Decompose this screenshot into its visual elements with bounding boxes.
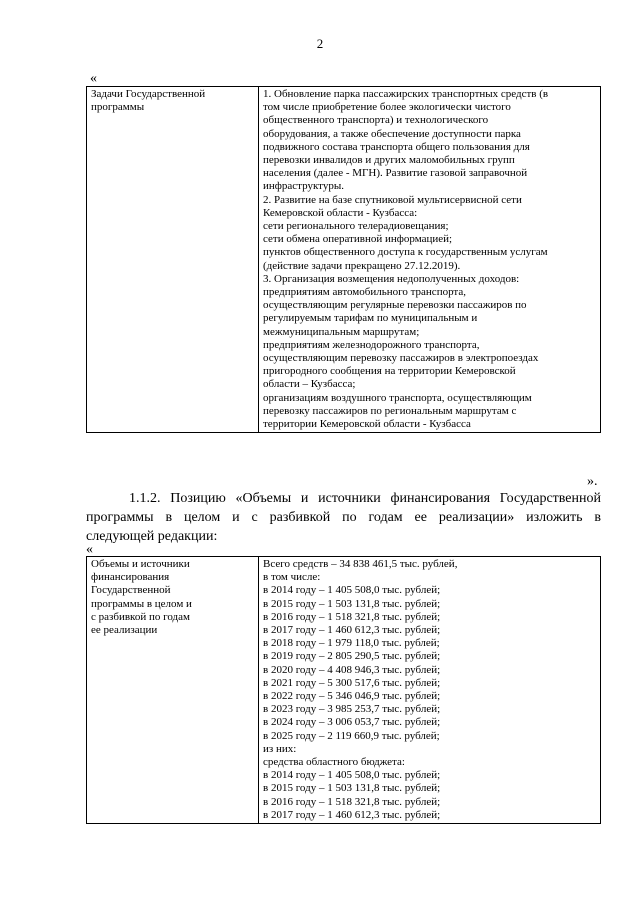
tasks-content-line: перевозку пассажиров по региональным маршрутам с: [263, 404, 517, 417]
tasks-content-line: общественного транспорта) и технологического: [263, 114, 489, 127]
financing-content-line: из них:: [263, 742, 297, 755]
financing-content-line: в 2017 году – 1 460 612,3 тыс. рублей;: [263, 624, 441, 637]
financing-content-line: средства областного бюджета:: [263, 756, 405, 769]
tasks-content-line: (действие задачи прекращено 27.12.2019).: [263, 259, 461, 272]
paragraph-line: 1.1.2. Позицию «Объемы и источники финансирования Государственной: [129, 491, 601, 506]
tasks-content-line: области – Кузбасса;: [263, 378, 356, 391]
tasks-content-line: сети обмена оперативной информацией;: [263, 233, 453, 246]
open-quote-2: «: [86, 542, 93, 557]
tasks-content-line: осуществляющим перевозку пассажиров в электропоездах: [263, 352, 539, 365]
financing-content-line: в 2018 году – 1 979 118,0 тыс. рублей;: [263, 637, 440, 650]
table-row: [87, 557, 601, 824]
tasks-content-cell: [259, 87, 601, 433]
financing-content-cell: [259, 557, 601, 824]
amendment-paragraph: [86, 489, 601, 546]
tasks-content-line: предприятиям железнодорожного транспорта,: [263, 338, 480, 351]
financing-label-line: Объемы и источники: [91, 558, 190, 570]
paragraph-line: следующей редакции:: [86, 529, 218, 544]
financing-label-line: финансирования: [91, 571, 170, 584]
financing-content-line: в 2015 году – 1 503 131,8 тыс. рублей;: [263, 597, 441, 610]
tasks-content-line: 1. Обновление парка пассажирских транспортных средств (в: [263, 88, 549, 100]
tasks-content-line: сети регионального телерадиовещания;: [263, 220, 449, 233]
tasks-content-line: инфраструктуры.: [263, 180, 344, 193]
financing-content-line: в 2024 году – 3 006 053,7 тыс. рублей;: [263, 716, 441, 729]
financing-content-line: Всего средств – 34 838 461,5 тыс. рублей,: [263, 558, 458, 570]
tasks-content-line: Кемеровской области - Кузбасса:: [263, 206, 418, 219]
financing-content-line: в 2016 году – 1 518 321,8 тыс. рублей;: [263, 795, 441, 808]
tasks-content-line: 2. Развитие на базе спутниковой мультисервисной сети: [263, 193, 522, 206]
tasks-content-line: том числе приобретение более экологически чистого: [263, 101, 511, 114]
financing-content-line: в том числе:: [263, 571, 321, 584]
financing-content-line: в 2014 году – 1 405 508,0 тыс. рублей;: [263, 769, 441, 782]
tasks-content-line: перевозки инвалидов и других маломобильных групп: [263, 154, 515, 167]
tasks-content-line: осуществляющим регулярные перевозки пассажиров по: [263, 299, 527, 312]
tasks-content-line: территории Кемеровской области - Кузбасса: [263, 418, 471, 431]
financing-content-line: в 2019 году – 2 805 290,5 тыс. рублей;: [263, 650, 441, 663]
tasks-content-line: оборудования, а также обеспечение доступности парка: [263, 127, 521, 140]
tasks-content-line: межмуниципальным маршрутам;: [263, 325, 420, 338]
tasks-content-line: населения (далее - МГН). Развитие газовой заправочной: [263, 167, 528, 180]
table-row: [87, 87, 601, 433]
financing-content-line: в 2025 году – 2 119 660,9 тыс. рублей;: [263, 729, 440, 742]
tasks-content-line: регулируемым тарифам по муниципальным и: [263, 312, 478, 325]
financing-content-line: в 2016 году – 1 518 321,8 тыс. рублей;: [263, 610, 441, 623]
financing-content-line: в 2017 году – 1 460 612,3 тыс. рублей;: [263, 808, 441, 821]
financing-content-line: в 2014 году – 1 405 508,0 тыс. рублей;: [263, 584, 441, 597]
financing-label-line: ее реализации: [91, 624, 158, 637]
financing-label-line: программы в целом и: [91, 597, 192, 610]
financing-label-cell: [87, 557, 259, 824]
open-quote-1: «: [90, 71, 97, 86]
tasks-label-cell: [87, 87, 259, 433]
tasks-table: [86, 86, 601, 433]
financing-content-line: в 2023 году – 3 985 253,7 тыс. рублей;: [263, 703, 441, 716]
tasks-label-line: Задачи Государственной: [91, 88, 206, 100]
financing-label-line: Государственной: [91, 584, 171, 597]
tasks-content-line: предприятиям автомобильного транспорта,: [263, 286, 467, 299]
tasks-content-line: 3. Организация возмещения недополученных доходов:: [263, 272, 520, 285]
tasks-label-line: программы: [91, 101, 145, 114]
financing-table: [86, 556, 601, 824]
financing-content-line: в 2015 году – 1 503 131,8 тыс. рублей;: [263, 782, 441, 795]
tasks-content-line: подвижного состава транспорта общего пользования для: [263, 140, 530, 153]
page-number: 2: [316, 36, 324, 51]
financing-label-line: с разбивкой по годам: [91, 610, 190, 623]
paragraph-line: программы в целом и с разбивкой по годам ее реализации» изложить в: [86, 510, 601, 525]
financing-content-line: в 2020 году – 4 408 946,3 тыс. рублей;: [263, 663, 441, 676]
financing-content-line: в 2021 году – 5 300 517,6 тыс. рублей;: [263, 676, 441, 689]
tasks-content-line: пунктов общественного доступа к государственным услугам: [263, 246, 548, 259]
tasks-content-line: пригородного сообщения на территории Кемеровской: [263, 365, 516, 378]
close-quote-1: ».: [587, 474, 598, 489]
financing-content-line: в 2022 году – 5 346 046,9 тыс. рублей;: [263, 690, 441, 703]
tasks-content-line: организациям воздушного транспорта, осуществляющим: [263, 391, 532, 404]
